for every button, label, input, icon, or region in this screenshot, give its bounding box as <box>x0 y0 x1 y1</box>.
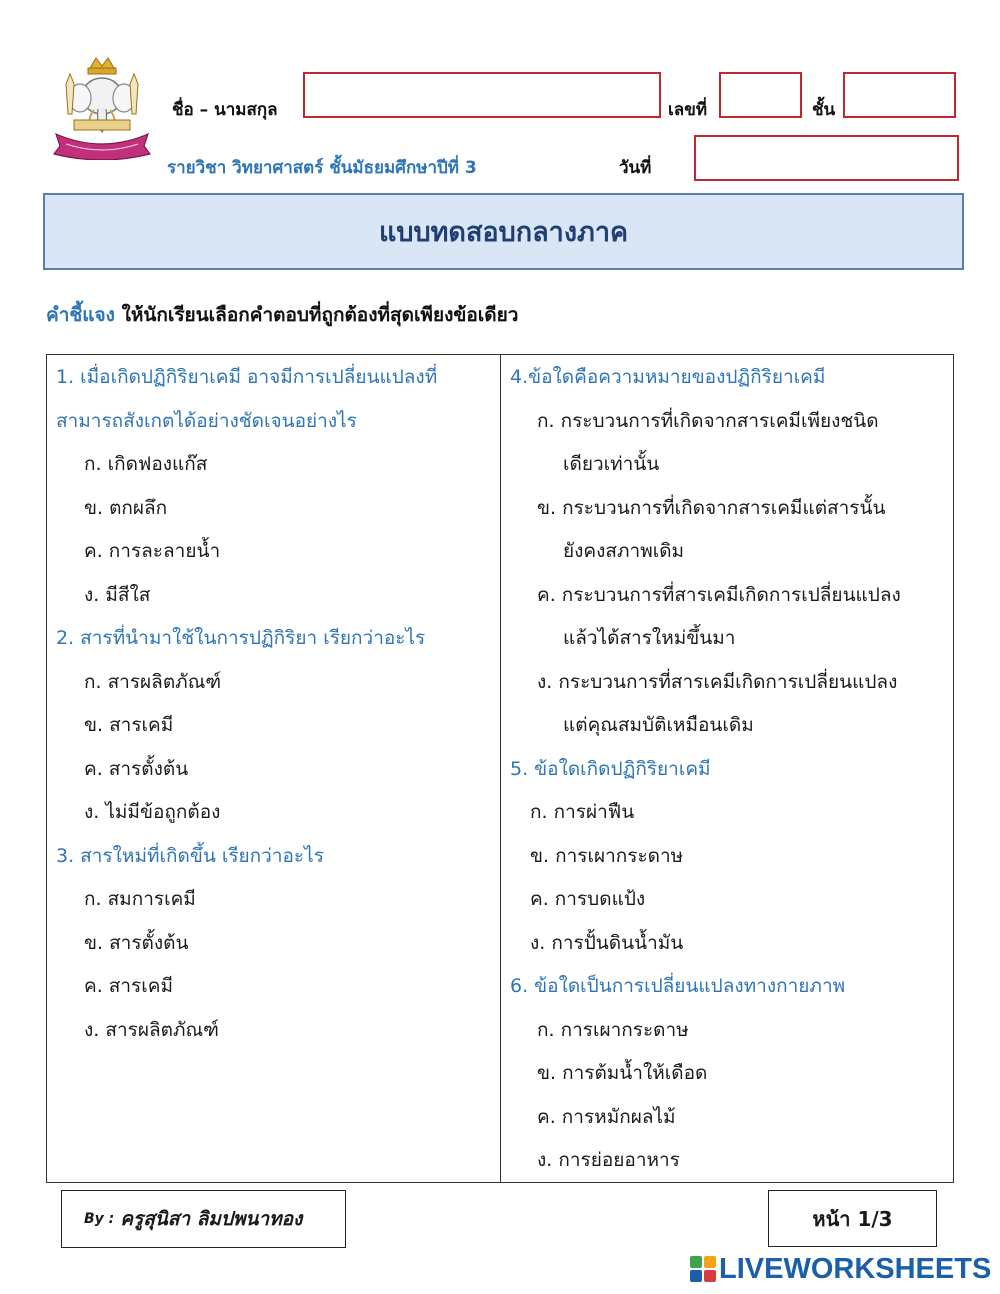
left-question-text: สามารถสังเกตได้อย่างชัดเจนอย่างไร <box>56 409 357 432</box>
right-question-text: 4.ข้อใดคือความหมายของปฏิกิริยาเคมี <box>510 366 826 388</box>
left-option-text: ข. ตกผลึก <box>84 496 168 519</box>
author-name: ครูสุนิสา ลิมปพนาทอง <box>120 1208 303 1230</box>
right-option-text: ง. กระบวนการที่สารเคมีเกิดการเปลี่ยนแปลง <box>537 670 898 693</box>
instruction-keyword: คำชี้แจง <box>46 304 115 326</box>
name-label: ชื่อ – นามสกุล <box>172 100 278 120</box>
author-prefix: By : <box>84 1211 115 1227</box>
right-option-text: เดียวเท่านั้น <box>563 453 660 475</box>
left-option-text: ข. สารเคมี <box>84 714 174 736</box>
column-divider <box>500 354 501 1183</box>
class-label: ชั้น <box>812 100 836 120</box>
number-input[interactable] <box>719 72 802 118</box>
left-option-text: ค. สารตั้งต้น <box>84 757 189 780</box>
school-emblem-logo <box>52 54 152 160</box>
brand-text: LIVEWORKSHEETS <box>719 1252 992 1285</box>
exam-title: แบบทดสอบกลางภาค <box>43 193 964 270</box>
name-input[interactable] <box>303 72 661 118</box>
right-option-text: แล้วได้สารใหม่ขึ้นมา <box>563 627 736 649</box>
right-option-text: ค. การบดแป้ง <box>530 888 646 910</box>
instruction <box>46 300 518 330</box>
instruction-text: ให้นักเรียนเลือกคำตอบที่ถูกต้องที่สุดเพียงข้อเดียว <box>121 304 519 326</box>
right-question-text: 5. ข้อใดเกิดปฏิกิริยาเคมี <box>510 757 711 780</box>
left-option-text: ค. การละลายน้ำ <box>84 540 221 562</box>
left-question-text: 1. เมื่อเกิดปฏิกิริยาเคมี อาจมีการเปลี่ยนแปลงที่ <box>56 366 438 388</box>
left-option-text: ค. สารเคมี <box>84 975 173 997</box>
right-option-text: ยังคงสภาพเดิม <box>563 540 685 562</box>
left-option-text: ก. เกิดฟองแก๊ส <box>84 453 208 475</box>
liveworksheets-logo-icon <box>690 1256 716 1282</box>
liveworksheets-brand <box>690 1252 991 1286</box>
right-option-text: แต่คุณสมบัติเหมือนเดิม <box>563 714 754 736</box>
left-option-text: ก. สารผลิตภัณฑ์ <box>84 670 222 693</box>
right-option-text: ก. การผ่าฟืน <box>530 801 635 823</box>
left-option-text: ง. ไม่มีข้อถูกต้อง <box>84 801 221 823</box>
left-option-text: ข. สารตั้งต้น <box>84 931 189 954</box>
right-option-text: ข. กระบวนการที่เกิดจากสารเคมีแต่สารนั้น <box>537 496 886 519</box>
right-question-text: 6. ข้อใดเป็นการเปลี่ยนแปลงทางกายภาพ <box>510 975 846 997</box>
right-option-text: ก. การเผากระดาษ <box>537 1018 689 1041</box>
class-input[interactable] <box>843 72 956 118</box>
right-option-text: ก. กระบวนการที่เกิดจากสารเคมีเพียงชนิด <box>537 409 879 432</box>
right-option-text: ง. การปั้นดินน้ำมัน <box>530 931 684 954</box>
right-option-text: ค. การหมักผลไม้ <box>537 1105 676 1128</box>
date-label: วันที่ <box>619 158 652 178</box>
left-question-text: 2. สารที่นำมาใช้ในการปฏิกิริยา เรียกว่าอะไร <box>56 627 426 649</box>
left-option-text: ง. สารผลิตภัณฑ์ <box>84 1018 219 1041</box>
left-option-text: ก. สมการเคมี <box>84 888 196 910</box>
right-option-text: ง. การย่อยอาหาร <box>537 1149 680 1171</box>
number-label: เลขที่ <box>668 100 708 120</box>
date-input[interactable] <box>694 135 959 181</box>
right-option-text: ข. การเผากระดาษ <box>530 844 684 867</box>
subject-line: รายวิชา วิทยาศาสตร์ ชั้นมัธยมศึกษาปีที่ 3 <box>167 158 477 178</box>
left-question-text: 3. สารใหม่ที่เกิดขึ้น เรียกว่าอะไร <box>56 844 324 867</box>
right-option-text: ข. การต้มน้ำให้เดือด <box>537 1062 708 1084</box>
author-box <box>61 1190 346 1248</box>
right-option-text: ค. กระบวนการที่สารเคมีเกิดการเปลี่ยนแปลง <box>537 583 901 606</box>
left-option-text: ง. มีสีใส <box>84 583 151 606</box>
page-indicator: หน้า 1/3 <box>768 1190 937 1247</box>
